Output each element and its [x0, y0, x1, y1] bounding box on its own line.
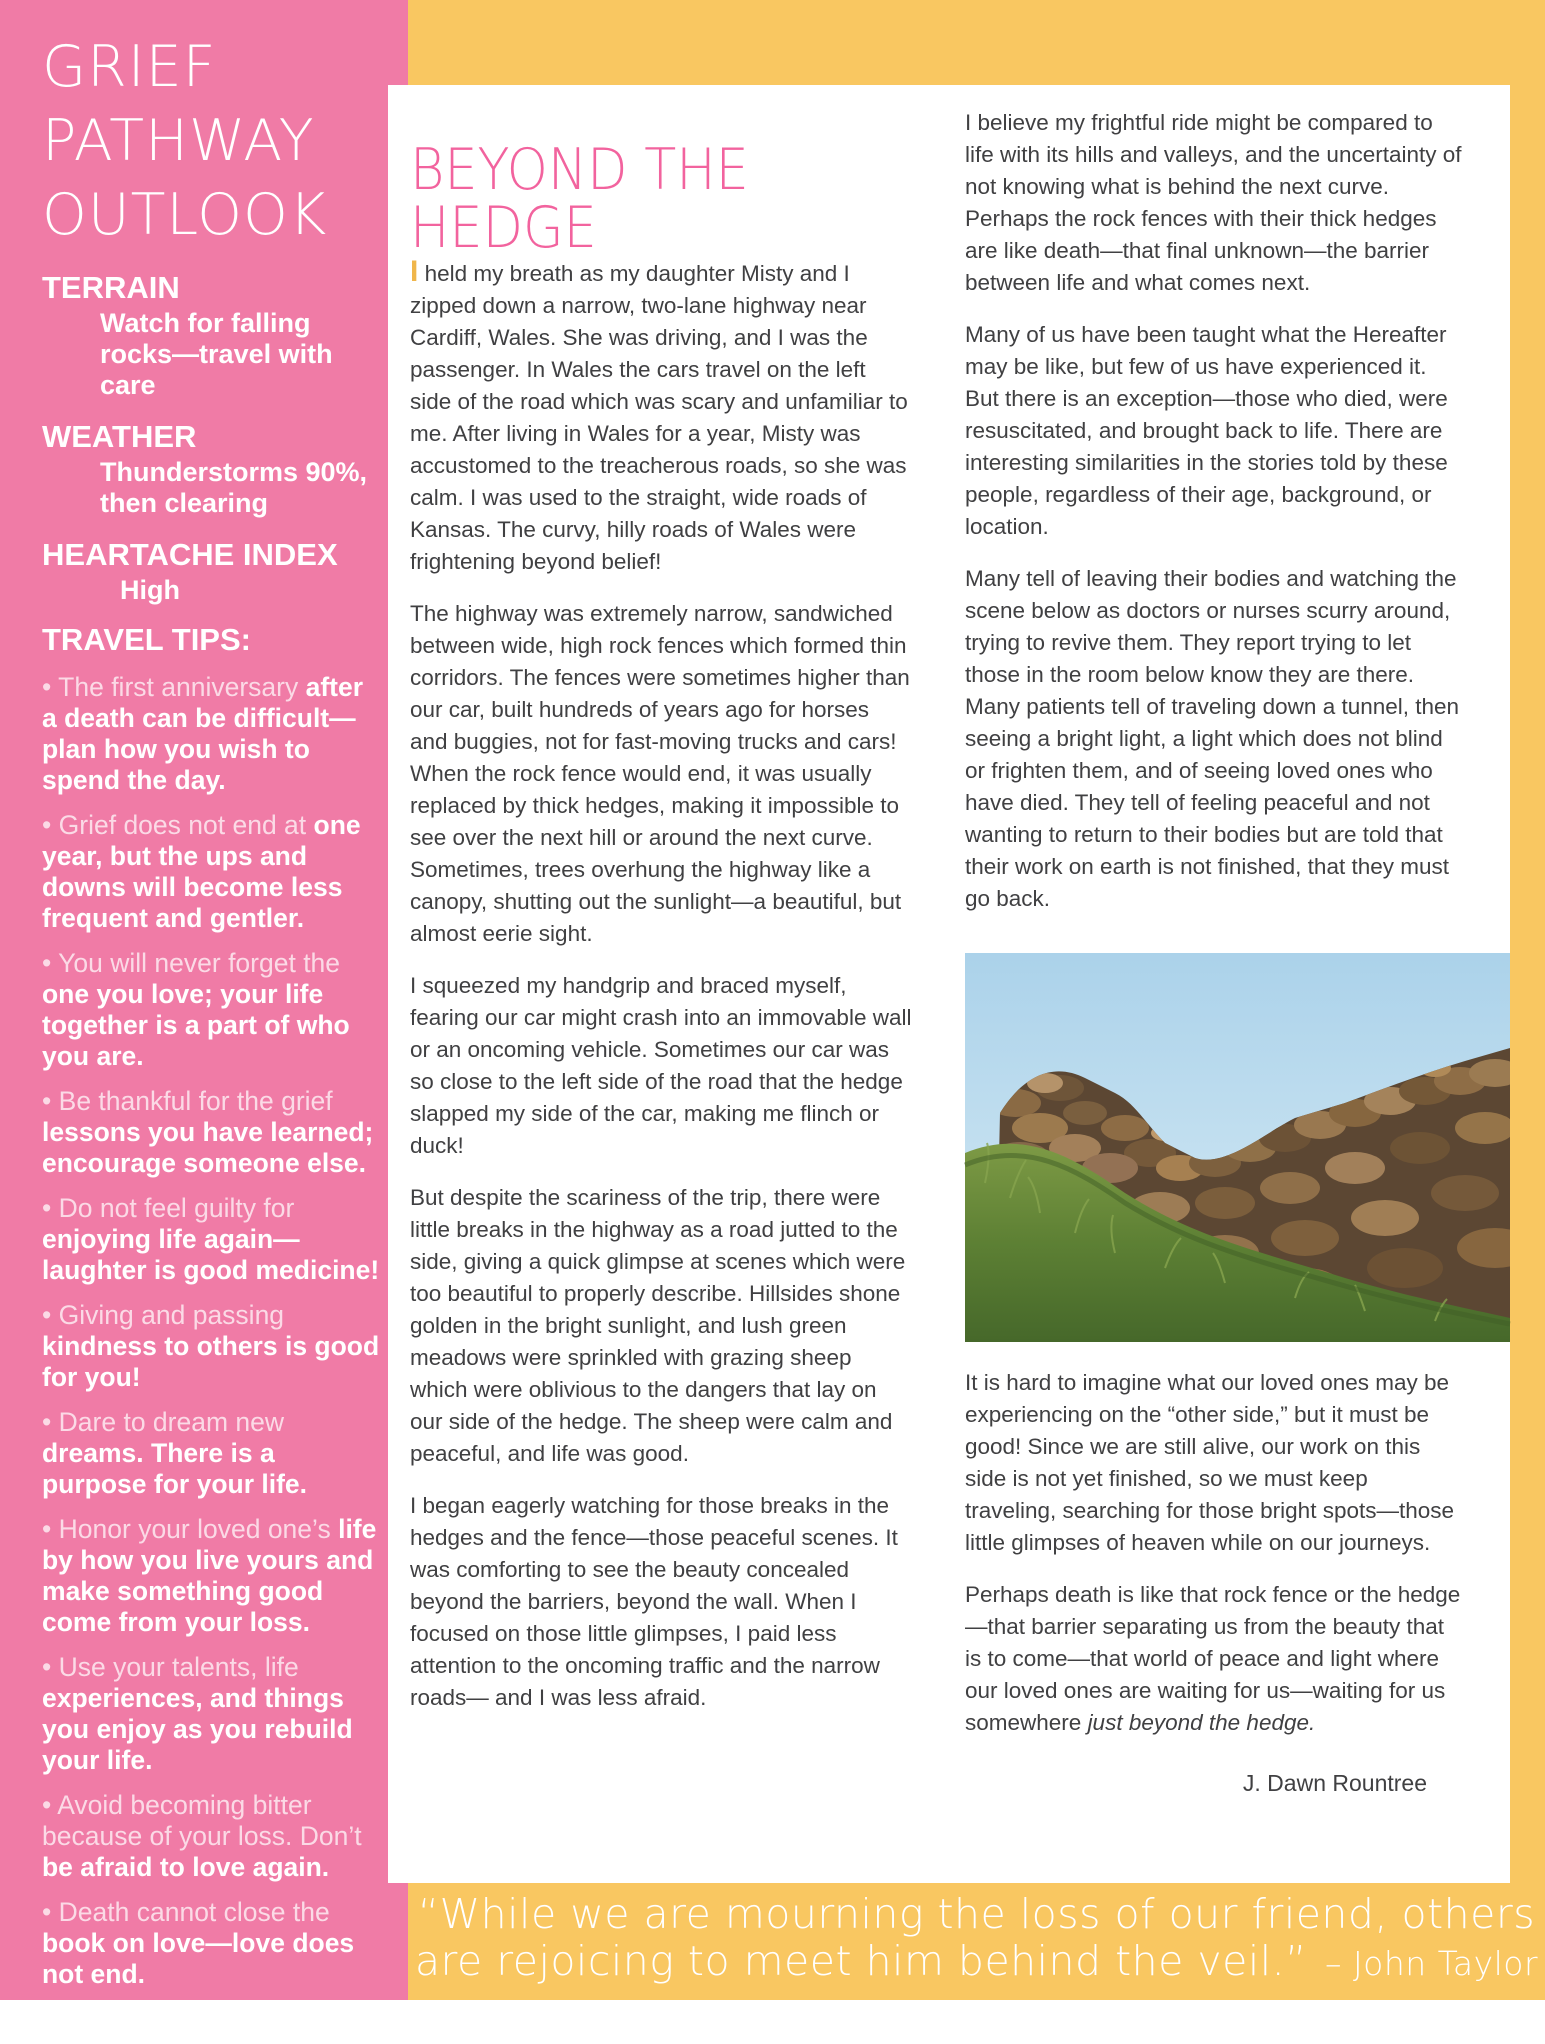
paragraph	[965, 1579, 1465, 1739]
article-column-right-bottom	[965, 1367, 1465, 1799]
travel-tip	[42, 1086, 384, 1179]
travel-tip	[42, 672, 384, 796]
rock-fence-photo	[965, 953, 1510, 1342]
tip-rest: enjoying life again—laughter is good medicine!	[42, 1224, 380, 1285]
tip-lead: • Be thankful for the grief	[42, 1086, 333, 1116]
article-panel	[388, 85, 1510, 1883]
travel-tip	[42, 1300, 384, 1393]
tip-rest: be afraid to love again.	[42, 1852, 330, 1882]
tip-lead: • Death cannot close the	[42, 1897, 330, 1927]
sidebar-heading-weather: WEATHER	[42, 419, 197, 454]
sidebar-title-line: OUTLOOK	[42, 182, 328, 248]
sidebar-value-heartache-index: High	[120, 575, 180, 605]
travel-tip	[42, 810, 384, 934]
tip-rest: kindness to others is good for you!	[42, 1331, 380, 1392]
copyright-notice: © 2023 Tootleville Publishing	[42, 2016, 373, 2043]
travel-tip	[42, 1897, 384, 1990]
article-title-line: BEYOND THE	[410, 137, 749, 204]
paragraph	[410, 257, 912, 578]
tip-lead: • Use your talents, life	[42, 1652, 299, 1682]
tip-lead: • Giving and passing	[42, 1300, 285, 1330]
footer-quote	[408, 1883, 1545, 2000]
article-column-left	[410, 257, 912, 1734]
tip-rest: one year, but the ups and downs will become less frequent and gentler.	[42, 810, 361, 933]
travel-tip	[42, 1790, 384, 1883]
sidebar-value-weather: Thunderstorms 90%, then clearing	[100, 457, 368, 518]
tip-rest: after a death can be difficult—plan how you wish to spend the day.	[42, 672, 364, 795]
tip-rest: experiences, and things you enjoy as you rebuild your life.	[42, 1683, 353, 1775]
tip-lead: • Do not feel guilty for	[42, 1193, 295, 1223]
paragraph: Many tell of leaving their bodies and watching the scene below as doctors or nurses scurry around, trying to revive them. They report trying to let those in the room below know they are there. Many patients tell of traveling down a tunnel, then seeing a bright light, a light which does not blind or frighten them, and of seeing loved ones who have died. They tell of feeling peaceful and not wanting to return to their bodies but are told that their work on earth is not finished, that they must go back.	[965, 566, 1460, 911]
author-byline: J. Dawn Rountree	[1242, 1770, 1427, 1796]
sidebar-heading-terrain: TERRAIN	[42, 270, 180, 305]
tip-lead: • You will never forget the	[42, 948, 341, 978]
travel-tip	[42, 1407, 384, 1500]
tip-lead: • Honor your loved one’s	[42, 1514, 331, 1544]
tip-rest: dreams. There is a purpose for your life.	[42, 1438, 308, 1499]
tip-rest: book on love—love does not end.	[42, 1928, 355, 1989]
paragraph: It is hard to imagine what our loved ones may be experiencing on the “other side,” but it must be good! Since we are still alive, our work on this side is not yet finished, so we must keep traveling, searching for those bright spots—those little glimpses of heaven while on our journeys.	[965, 1370, 1455, 1555]
paragraph: I began eagerly watching for those breaks in the hedges and the fence—those peaceful scenes. It was comforting to see the beauty concealed beyond the barriers, beyond the wall. When I focused on those little glimpses, I paid less attention to the oncoming traffic and the narrow roads— and I was less afraid.	[410, 1493, 898, 1710]
tip-lead: • Grief does not end at	[42, 810, 307, 840]
tip-rest: one you love; your life together is a part of who you are.	[42, 979, 350, 1071]
tip-rest: lessons you have learned; encourage someone else.	[42, 1117, 374, 1178]
travel-tip	[42, 1652, 384, 1776]
quote-line: are rejoicing to meet him behind the veil.” – John Taylor	[414, 1937, 1539, 1985]
paragraph: But despite the scariness of the trip, there were little breaks in the highway as a road jutted to the side, giving a quick glimpse at scenes which were too beautiful to properly describe. Hillsides shone golden in the bright sunlight, and lush green meadows were sprinkled with grazing sheep which were oblivious to the dangers that lay on our side of the hedge. The sheep were calm and peaceful, and life was good.	[410, 1185, 906, 1466]
rock-fence-illustration	[965, 953, 1510, 1342]
paragraph: I believe my frightful ride might be compared to life with its hills and valleys, and the uncertainty of not knowing what is behind the next curve. Perhaps the rock fences with their thick hedges are like death—that final unknown—the barrier between life and what comes next.	[965, 110, 1462, 295]
tip-lead: • The first anniversary	[42, 672, 299, 702]
quote-line: “While we are mourning the loss of our friend, others	[417, 1890, 1536, 1938]
sidebar	[0, 0, 408, 2043]
article-title-line: HEDGE	[410, 195, 597, 262]
tip-rest: life by how you live yours and make something good come from your loss.	[42, 1514, 377, 1637]
paragraph-text: Perhaps death is like that rock fence or the hedge—that barrier separating us from the beauty that is to come—that world of peace and light where our loved ones are waiting for us—waiting for us somewhere	[965, 1582, 1461, 1735]
tip-lead: • Avoid becoming bitter because of your loss. Don’t	[42, 1790, 362, 1851]
article-title	[410, 137, 749, 262]
paragraph-text: held my breath as my daughter Misty and I zipped down a narrow, two-lane highway near Cardiff, Wales. She was driving, and I was the passenger. In Wales the cars travel on the left side of the road which was scary and unfamiliar to me. After living in Wales for a year, Misty was accustomed to the treacherous roads, so she was calm. I was used to the straight, wide roads of Kansas. The curvy, hilly roads of Wales were frightening beyond belief!	[410, 261, 908, 574]
sidebar-value-terrain: Watch for falling rocks—travel with care	[100, 308, 333, 400]
dropcap-initial: I	[410, 255, 419, 288]
tip-lead: • Dare to dream new	[42, 1407, 285, 1437]
paragraph: The highway was extremely narrow, sandwiched between wide, high rock fences which formed thin corridors. The fences were sometimes higher than our car, built hundreds of years ago for horses and buggies, not for fast-moving trucks and cars! When the rock fence would end, it was usually replaced by thick hedges, making it impossible to see over the next hill or around the next curve. Sometimes, trees overhung the highway like a canopy, shutting out the sunlight—a beautiful, but almost eerie sight.	[410, 601, 910, 946]
travel-tip	[42, 1193, 384, 1286]
sidebar-title-line: PATHWAY	[42, 108, 315, 174]
sidebar-heading-travel-tips: TRAVEL TIPS:	[42, 622, 251, 657]
sidebar-title	[42, 30, 384, 252]
article-column-right-top	[965, 107, 1465, 935]
italic-phrase: just beyond the hedge.	[1087, 1710, 1316, 1735]
sidebar-heading-heartache-index: HEARTACHE INDEX	[42, 537, 338, 572]
paragraph: Many of us have been taught what the Hereafter may be like, but few of us have experienced it. But there is an exception—those who died, were resuscitated, and brought back to life. There are interesting similarities in the stories told by these people, regardless of their age, background, or location.	[965, 322, 1448, 539]
quote-attribution: – John Taylor	[1324, 1944, 1539, 1983]
travel-tip	[42, 1514, 384, 1638]
sidebar-title-line: GRIEF	[42, 34, 217, 100]
travel-tip	[42, 948, 384, 1072]
paragraph: I squeezed my handgrip and braced myself, fearing our car might crash into an immovable wall or an oncoming vehicle. Sometimes our car was so close to the left side of the road that the hedge slapped my side of the car, making me flinch or duck!	[410, 973, 912, 1158]
